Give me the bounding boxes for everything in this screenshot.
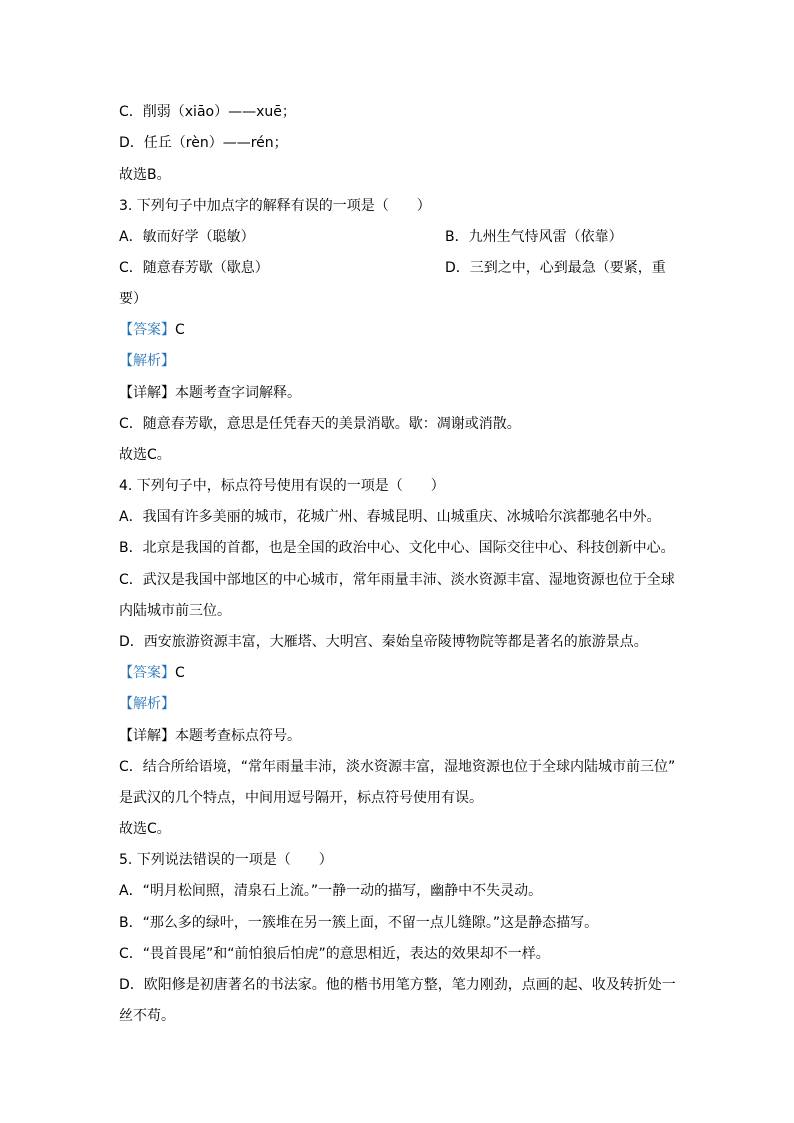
detail-text: 本题考查字词解释。 (175, 385, 301, 401)
explanation-line: C．随意春芳歇，意思是任凭春天的美景消歇。歇：凋谢或消散。 (119, 416, 521, 432)
option-a: A．“明月松间照，清泉石上流。”一静一动的描写，幽静中不失灵动。 (119, 883, 543, 899)
option-d-continued: 要） (119, 291, 147, 307)
question-4: 4. 下列句子中，标点符号使用有误的一项是（ ） (119, 478, 445, 494)
option-c: C．武汉是我国中部地区的中心城市，常年雨量丰沛、淡水资源丰富、湿地资源也位于全球 (119, 572, 675, 588)
conclusion-line: 故选C。 (119, 447, 171, 463)
analysis-tag: 【解析】 (119, 353, 175, 369)
option-d-continued: 丝不苟。 (119, 1008, 175, 1024)
option-a: A．我国有许多美丽的城市，花城广州、春城昆明、山城重庆、冰城哈尔滨都驰名中外。 (119, 509, 661, 525)
answer-line (119, 664, 185, 682)
analysis-line (119, 352, 175, 370)
option-b: B．北京是我国的首都，也是全国的政治中心、文化中心、国际交往中心、科技创新中心。 (119, 540, 675, 556)
analysis-line (119, 695, 175, 713)
option-c: C．随意春芳歇（歇息） (119, 260, 269, 276)
answer-tag: 【答案】 (119, 665, 175, 681)
analysis-tag: 【解析】 (119, 696, 175, 712)
option-d: D．欧阳修是初唐著名的书法家。他的楷书用笔方整，笔力刚劲，点画的起、收及转折处一 (119, 977, 676, 993)
detail-line (119, 384, 301, 402)
detail-line (119, 727, 301, 745)
question-3: 3. 下列句子中加点字的解释有误的一项是（ ） (119, 198, 431, 214)
answer-line-c: C．削弱（xiāo）——xuē； (119, 104, 296, 120)
question-5: 5. 下列说法错误的一项是（ ） (119, 852, 333, 868)
detail-text: 本题考查标点符号。 (175, 728, 301, 744)
conclusion-line: 故选C。 (119, 821, 171, 837)
option-c: C．“畏首畏尾”和“前怕狼后怕虎”的意思相近，表达的效果却不一样。 (119, 946, 550, 962)
option-d: D．西安旅游资源丰富，大雁塔、大明宫、秦始皇帝陵博物院等都是著名的旅游景点。 (119, 634, 648, 650)
answer-line-d: D．任丘（rèn）——rén； (119, 135, 288, 151)
answer-value: C (175, 322, 185, 338)
detail-tag: 【详解】 (119, 385, 175, 401)
option-a: A．敏而好学（聪敏） (119, 229, 255, 245)
option-c-continued: 内陆城市前三位。 (119, 603, 231, 619)
explanation-line-continued: 是武汉的几个特点，中间用逗号隔开，标点符号使用有误。 (119, 790, 483, 806)
conclusion-line: 故选B。 (119, 167, 171, 183)
option-d: D．三到之中，心到最急（要紧，重 (445, 260, 666, 276)
option-b: B．九州生气恃风雷（依靠） (445, 229, 623, 245)
explanation-line: C．结合所给语境，“常年雨量丰沛，淡水资源丰富，湿地资源也位于全球内陆城市前三位” (119, 759, 676, 775)
detail-tag: 【详解】 (119, 728, 175, 744)
answer-tag: 【答案】 (119, 322, 175, 338)
answer-value: C (175, 665, 185, 681)
answer-line (119, 321, 185, 339)
option-b: B．“那么多的绿叶，一簇堆在另一簇上面，不留一点儿缝隙。”这是静态描写。 (119, 915, 599, 931)
